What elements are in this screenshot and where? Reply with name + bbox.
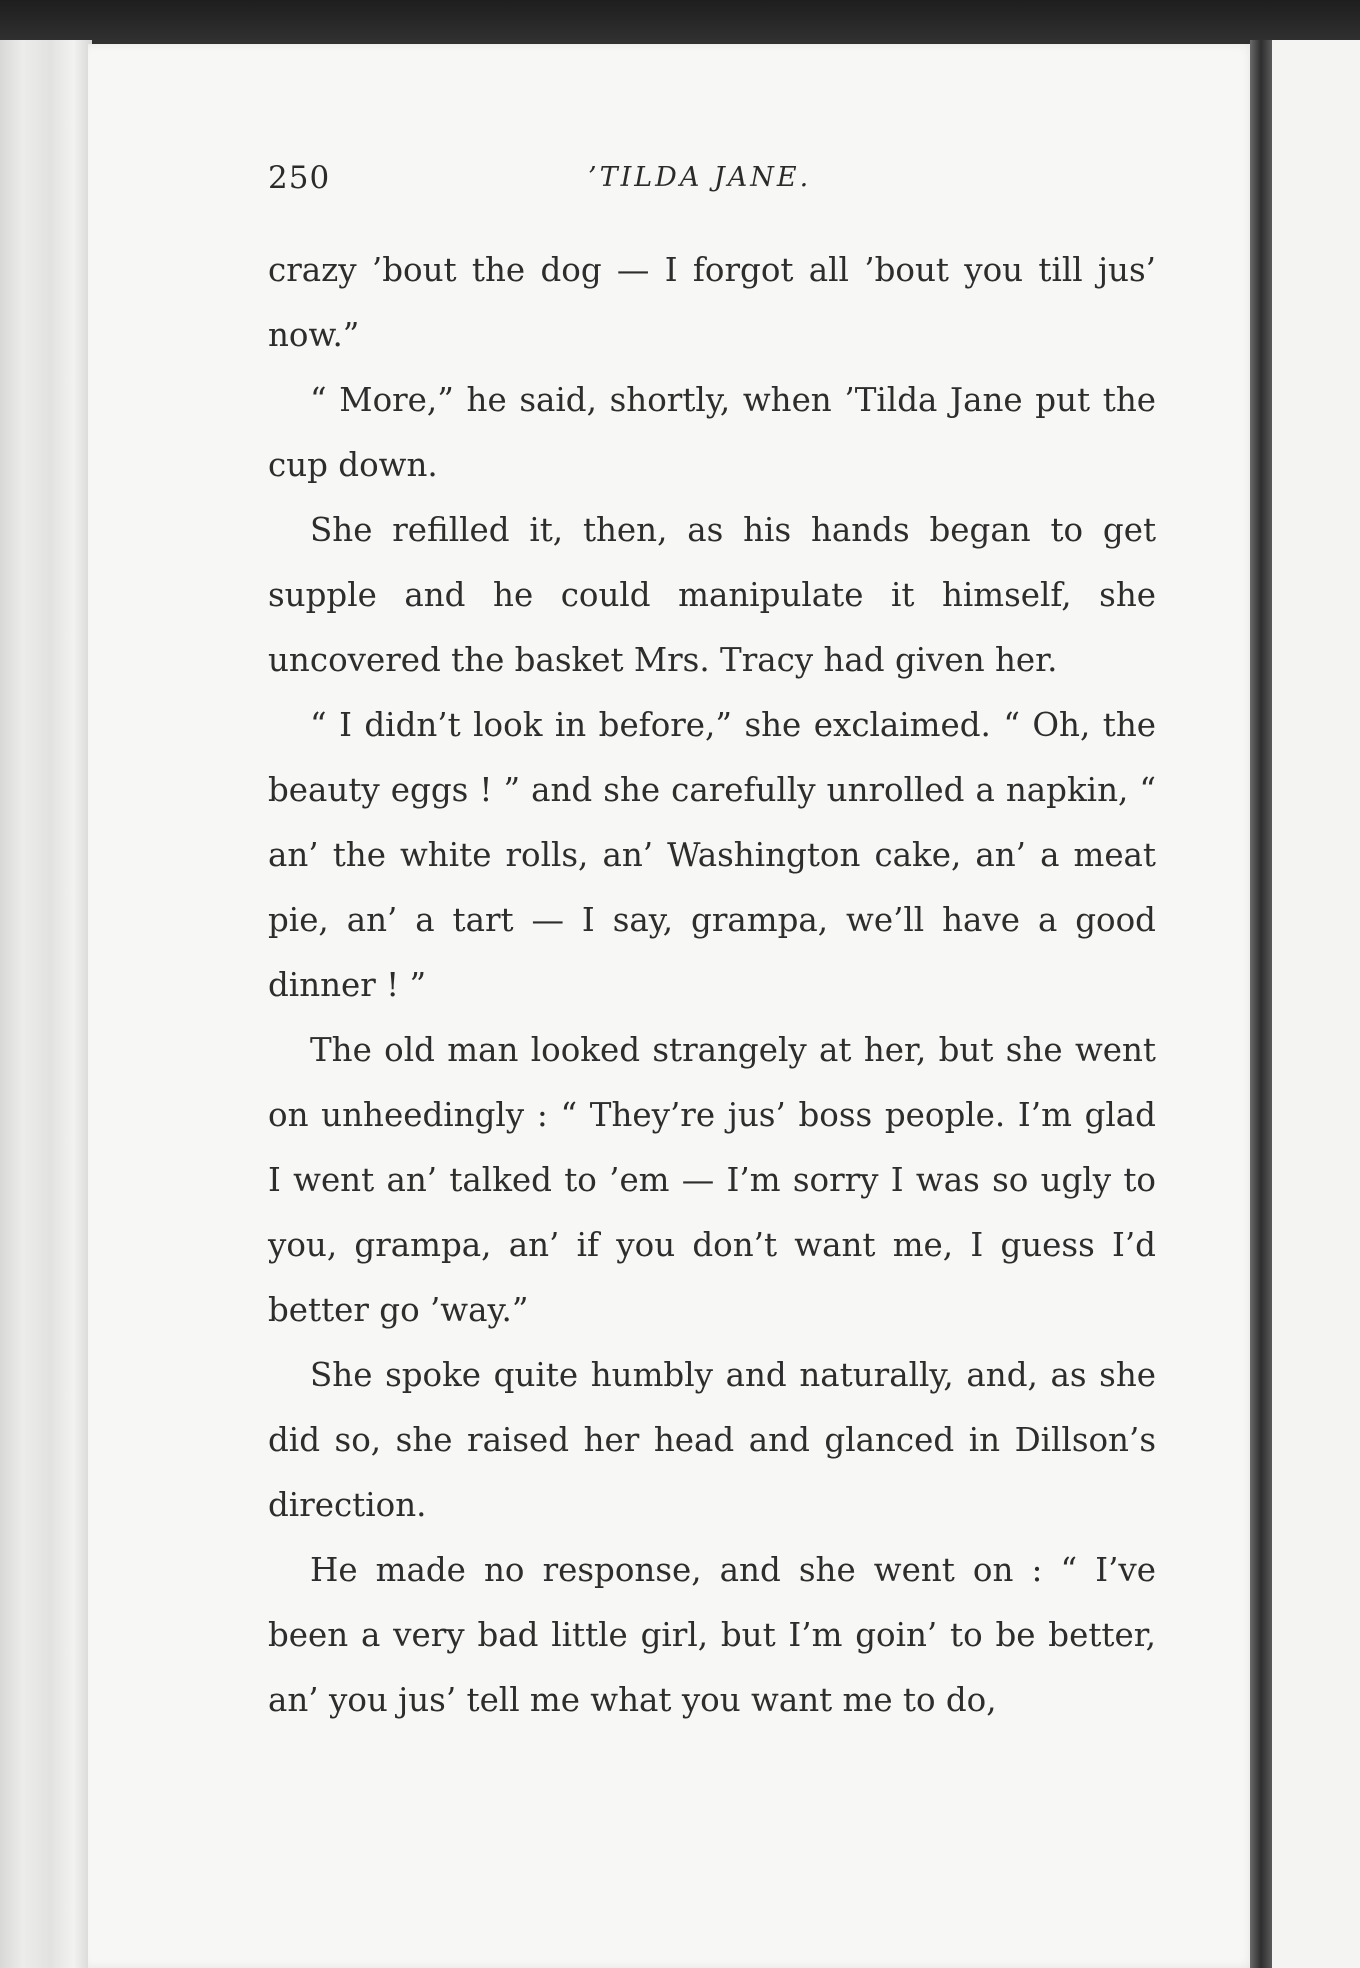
book-page-edges (0, 40, 92, 1968)
paragraph: “ I didn’t look in before,” she exclaimed. “ Oh, the beauty eggs ! ” and she carefully unrolled a napkin, “ an’ the white rolls, an’ Washington cake, an’ a meat pie, an’ a tart — I say, grampa, we’ll have a good dinner ! ” (268, 706, 1156, 1004)
paragraph: “ More,” he said, shortly, when ’Tilda Jane put the cup down. (268, 381, 1156, 484)
page-header (268, 160, 1158, 204)
paragraph: She refilled it, then, as his hands began to get supple and he could manipulate it himself, she uncovered the basket Mrs. Tracy had given her. (268, 511, 1156, 679)
paragraph: She spoke quite humbly and naturally, and, as she did so, she raised her head and glanced in Dillson’s direction. (268, 1356, 1156, 1524)
paragraph: crazy ’bout the dog — I forgot all ’bout you till jus’ now.” (268, 251, 1156, 354)
page-number: 250 (268, 160, 331, 196)
running-title: ’TILDA JANE. (588, 162, 812, 193)
scan-top-shadow (0, 0, 1360, 48)
book-binding (1250, 40, 1272, 1968)
facing-page-edge (1272, 40, 1360, 1968)
paragraph: He made no response, and she went on : “ I’ve been a very bad little girl, but I’m goin’ to be better, an’ you jus’ tell me what you want me to do, (268, 1551, 1156, 1719)
paragraph: The old man looked strangely at her, but she went on unheedingly : “ They’re jus’ boss people. I’m glad I went an’ talked to ’em — I’m sorry I was so ugly to you, grampa, an’ if you don’t want me, I guess I’d better go ’way.” (268, 1031, 1156, 1329)
body-text (268, 238, 1156, 1733)
